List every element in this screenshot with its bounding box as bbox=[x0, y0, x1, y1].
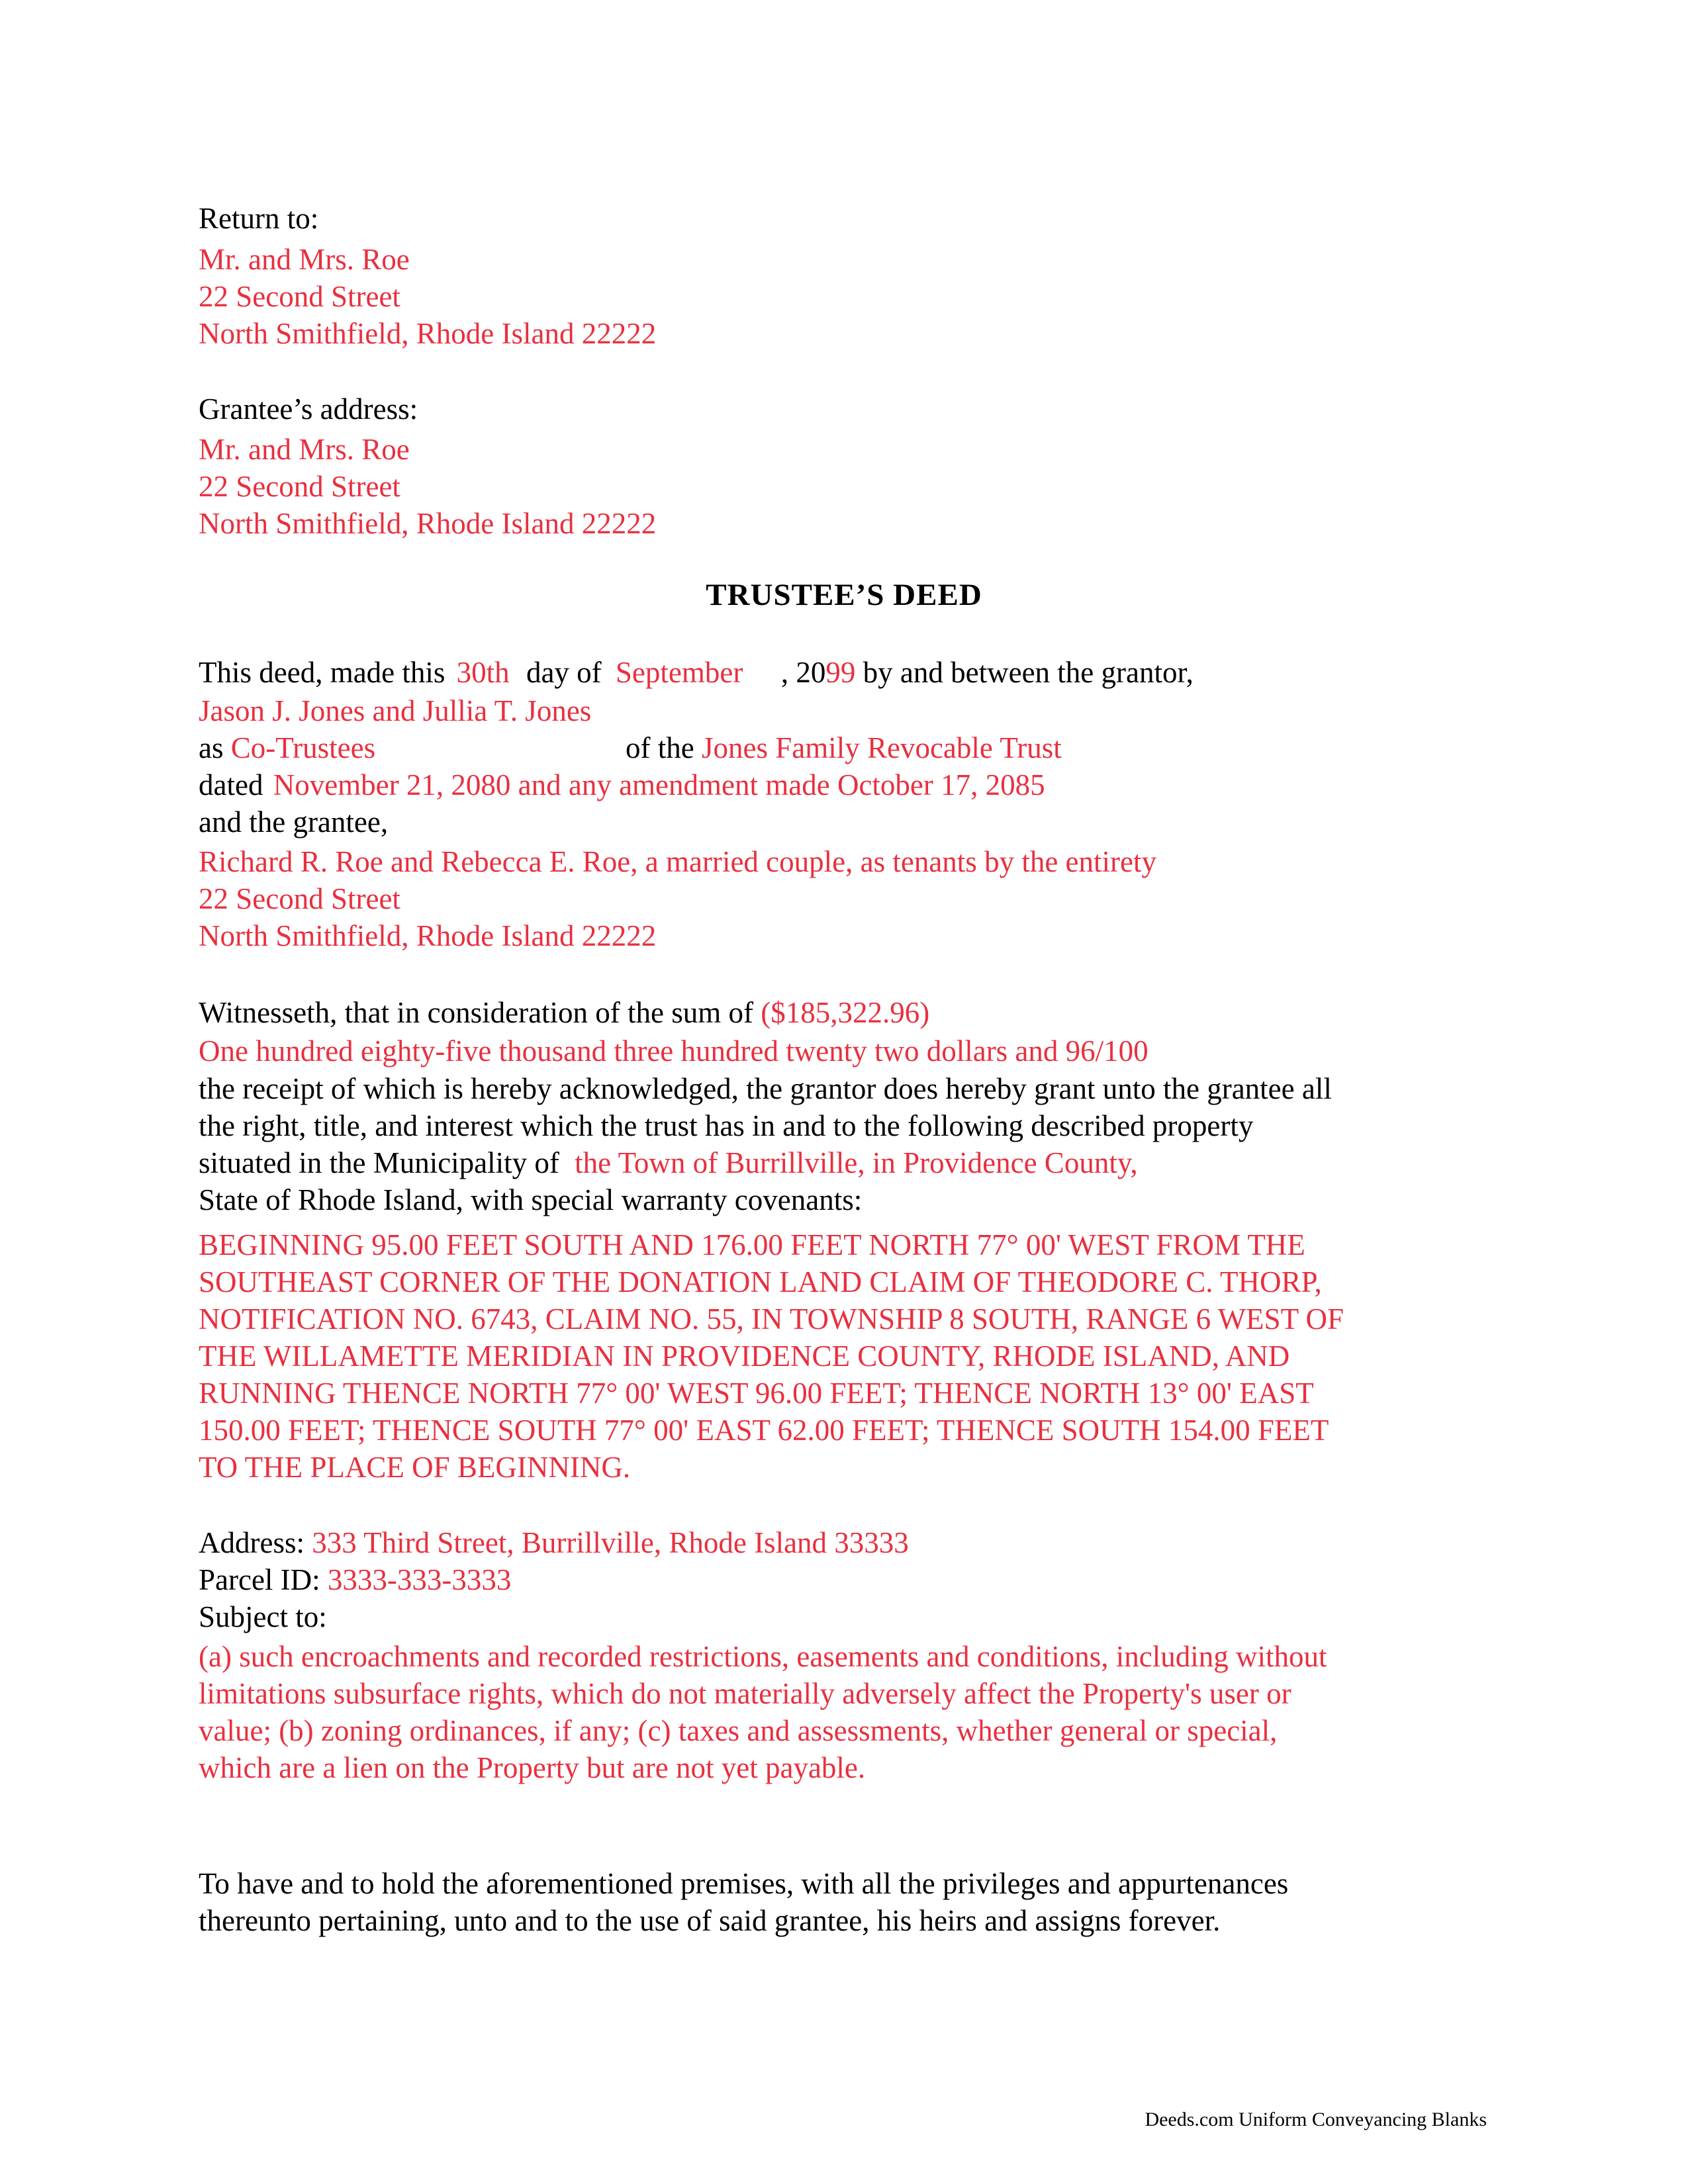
consideration-prefix: Witnesseth, that in consideration of the sum of bbox=[199, 996, 754, 1029]
intro-prefix: This deed, made this bbox=[199, 656, 445, 689]
trustee-capacity: Co-Trustees bbox=[230, 731, 376, 764]
legal-description-line: NOTIFICATION NO. 6743, CLAIM NO. 55, IN TOWNSHIP 8 SOUTH, RANGE 6 WEST OF bbox=[199, 1302, 1344, 1336]
intro-month: September bbox=[615, 656, 743, 689]
of-the-label: of the bbox=[626, 731, 694, 764]
property-address: 333 Third Street, Burrillville, Rhode Island 33333 bbox=[312, 1526, 909, 1559]
intro-suffix: by and between the grantor, bbox=[863, 656, 1194, 689]
grantee-street: 22 Second Street bbox=[199, 882, 400, 915]
property-address-label: Address: bbox=[199, 1526, 305, 1559]
return-to-label: Return to: bbox=[199, 202, 319, 235]
habendum-line: thereunto pertaining, unto and to the use of said grantee, his heirs and assigns forever. bbox=[199, 1904, 1221, 1937]
return-to-name: Mr. and Mrs. Roe bbox=[199, 243, 410, 276]
grantee-address-label: Grantee’s address: bbox=[199, 392, 418, 426]
trustee-capacity-line bbox=[199, 729, 1062, 766]
consideration-amount: ($185,322.96) bbox=[761, 996, 930, 1029]
intro-day-of: day of bbox=[526, 656, 602, 689]
legal-description-line: TO THE PLACE OF BEGINNING. bbox=[199, 1451, 631, 1484]
intro-year-suffix: 99 bbox=[825, 656, 856, 689]
intro-day: 30th bbox=[456, 656, 510, 689]
grantee-address-street: 22 Second Street bbox=[199, 470, 400, 503]
trust-name: Jones Family Revocable Trust bbox=[701, 731, 1062, 764]
grantee-address-name: Mr. and Mrs. Roe bbox=[199, 433, 410, 466]
legal-description-line: RUNNING THENCE NORTH 77° 00' WEST 96.00 FEET; THENCE NORTH 13° 00' EAST bbox=[199, 1377, 1314, 1410]
intro-line bbox=[199, 654, 1194, 691]
consideration-amount-words: One hundred eighty-five thousand three hundred twenty two dollars and 96/100 bbox=[199, 1034, 1149, 1068]
legal-description-line: BEGINNING 95.00 FEET SOUTH AND 176.00 FEET NORTH 77° 00' WEST FROM THE bbox=[199, 1228, 1305, 1261]
parcel-id: 3333-333-3333 bbox=[327, 1563, 512, 1596]
subject-to-line: limitations subsurface rights, which do not materially adversely affect the Property's user or bbox=[199, 1677, 1291, 1710]
return-to-street: 22 Second Street bbox=[199, 280, 400, 313]
parcel-id-label: Parcel ID: bbox=[199, 1563, 320, 1596]
trust-date-line bbox=[199, 766, 1045, 803]
document-title: TRUSTEE’S DEED bbox=[706, 578, 982, 612]
legal-description-line: SOUTHEAST CORNER OF THE DONATION LAND CLAIM OF THEODORE C. THORP, bbox=[199, 1265, 1322, 1298]
return-to-city: North Smithfield, Rhode Island 22222 bbox=[199, 317, 657, 350]
parcel-id-line bbox=[199, 1561, 511, 1598]
consideration-line-2: the right, title, and interest which the trust has in and to the following described property bbox=[199, 1109, 1254, 1142]
state-line: State of Rhode Island, with special warranty covenants: bbox=[199, 1183, 863, 1216]
dated-label: dated bbox=[199, 768, 263, 801]
consideration-line-1: the receipt of which is hereby acknowledged, the grantor does hereby grant unto the grantee all bbox=[199, 1072, 1332, 1105]
grantee-names: Richard R. Roe and Rebecca E. Roe, a married couple, as tenants by the entirety bbox=[199, 845, 1156, 878]
subject-to-line: which are a lien on the Property but are not yet payable. bbox=[199, 1751, 866, 1784]
municipality-prefix: situated in the Municipality of bbox=[199, 1146, 559, 1179]
trust-date: November 21, 2080 and any amendment made October 17, 2085 bbox=[273, 768, 1045, 801]
subject-to-label: Subject to: bbox=[199, 1600, 327, 1633]
property-address-line bbox=[199, 1524, 909, 1561]
municipality-line bbox=[199, 1144, 1138, 1181]
grantor-names: Jason J. Jones and Jullia T. Jones bbox=[199, 694, 592, 727]
grantee-label: and the grantee, bbox=[199, 805, 389, 839]
subject-to-line: value; (b) zoning ordinances, if any; (c) taxes and assessments, whether general or special, bbox=[199, 1714, 1278, 1747]
grantee-city: North Smithfield, Rhode Island 22222 bbox=[199, 919, 657, 952]
footer-brand: Deeds.com Uniform Conveyancing Blanks bbox=[1145, 2109, 1487, 2130]
legal-description-line: THE WILLAMETTE MERIDIAN IN PROVIDENCE COUNTY, RHODE ISLAND, AND bbox=[199, 1340, 1290, 1373]
grantee-address-city: North Smithfield, Rhode Island 22222 bbox=[199, 507, 657, 540]
habendum-line: To have and to hold the aforementioned premises, with all the privileges and appurtenances bbox=[199, 1867, 1289, 1900]
subject-to-line: (a) such encroachments and recorded restrictions, easements and conditions, including without bbox=[199, 1640, 1327, 1673]
municipality: the Town of Burrillville, in Providence County, bbox=[575, 1146, 1138, 1179]
as-label: as bbox=[199, 731, 224, 764]
legal-description-line: 150.00 FEET; THENCE SOUTH 77° 00' EAST 62.00 FEET; THENCE SOUTH 154.00 FEET bbox=[199, 1414, 1329, 1447]
consideration-line bbox=[199, 994, 929, 1031]
intro-year-prefix: , 20 bbox=[780, 656, 826, 689]
